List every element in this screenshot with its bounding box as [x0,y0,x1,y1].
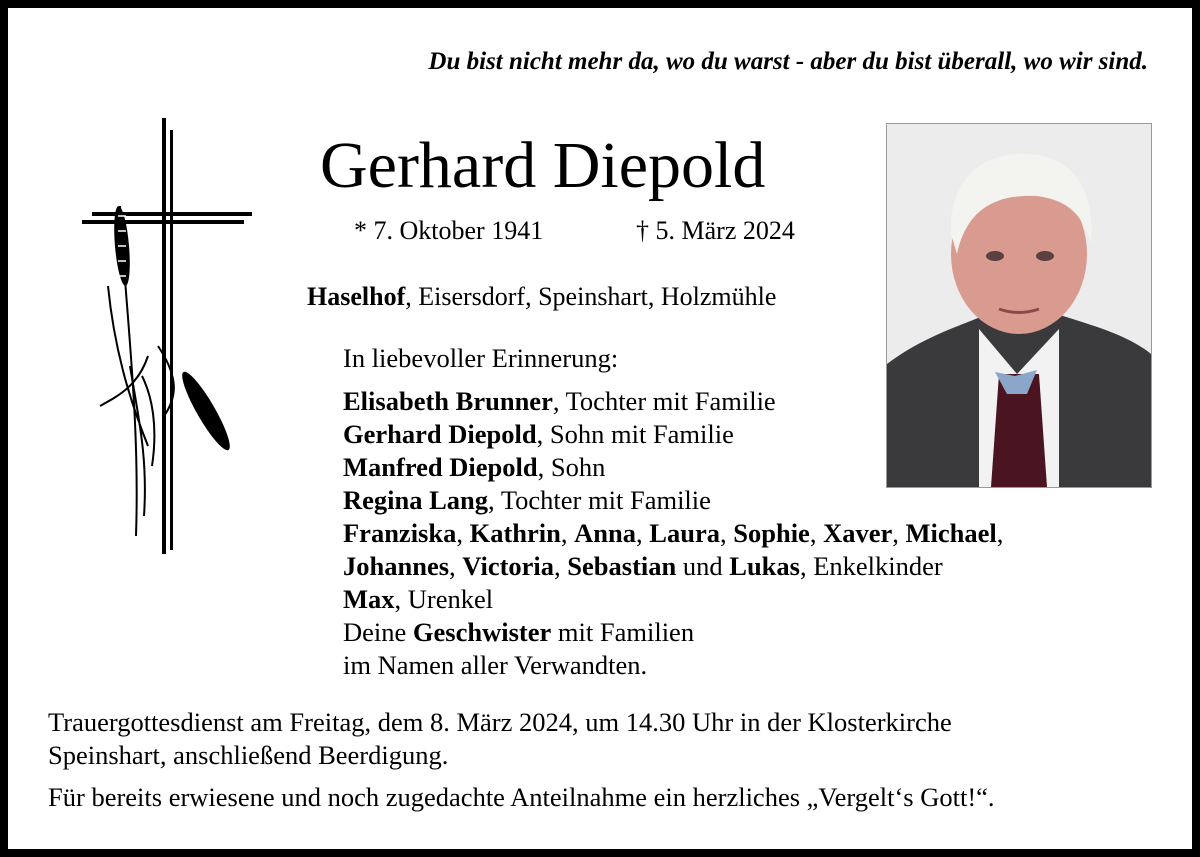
mourner-name: Xaver [823,518,893,548]
mourner-name: Lukas [729,551,800,581]
mourner-relation: Deine [343,617,413,647]
mourner-name: Johannes [343,551,450,581]
place-rest: , Eisersdorf, Speinshart, Holzmühle [405,282,777,311]
service-line-2: Speinshart, anschließend Beerdigung. [48,740,449,770]
mourner-relation: , Sohn [537,452,606,482]
mourner-line [343,484,1003,517]
mourner-relation: , Urenkel [394,584,494,614]
thanks-line: Für bereits erwiesene und noch zugedachte Anteilnahme ein herzliches „Vergelt‘s Gott!“. [48,782,995,812]
death-date: † 5. März 2024 [636,216,795,245]
mourner-relation: , Enkelkinder [799,551,943,581]
mourner-relation: im Namen aller Verwandten. [343,650,648,680]
mourner-name: Regina Lang [343,485,489,515]
place-main: Haselhof [307,282,406,311]
mourner-name: Sophie [733,518,810,548]
mourner-relation: , Sohn mit Familie [536,419,734,449]
mourner-name: Elisabeth Brunner [343,386,553,416]
portrait-photo [886,123,1152,488]
memorial-intro: In liebevoller Erinnerung: [343,343,619,373]
places-line [307,282,776,312]
mourner-line [343,583,1003,616]
mourner-relation: und [676,551,730,581]
memorial-quote: Du bist nicht mehr da, wo du warst - aber du bist überall, wo wir sind. [428,48,1148,75]
mourner-name: Franziska [343,518,457,548]
mourner-line [343,517,1003,550]
mourner-line [343,550,1003,583]
mourner-name: Sebastian [567,551,677,581]
birth-date: * 7. Oktober 1941 [354,216,544,245]
mourner-name: Victoria [462,551,555,581]
mourner-relation: , Tochter mit Familie [488,485,711,515]
mourner-relation: , [456,518,470,548]
mourner-name: Laura [649,518,720,548]
service-info [48,706,995,814]
cross-with-wheat-icon [78,116,254,556]
mourner-name: Kathrin [469,518,561,548]
mourner-line [343,649,1003,682]
mourner-relation: , [449,551,463,581]
mourner-relation: , [636,518,650,548]
mourner-relation: , [996,518,1004,548]
service-line-1: Trauergottesdienst am Freitag, dem 8. März 2024, um 14.30 Uhr in der Klosterkirche [48,707,952,737]
mourner-name: Michael [905,518,997,548]
mourner-relation: , [719,518,734,548]
mourner-line [343,616,1003,649]
mourner-relation: , Tochter mit Familie [552,386,776,416]
mourner-name: Max [343,584,395,614]
mourner-name: Anna [574,518,637,548]
mourner-relation: , [554,551,568,581]
mourner-relation: , [560,518,575,548]
mourner-relation: , [809,518,824,548]
deceased-name: Gerhard Diepold [320,129,766,202]
mourner-name: Gerhard Diepold [343,419,537,449]
mourner-relation: , [892,518,906,548]
mourner-name: Manfred Diepold [343,452,538,482]
mourner-name: Geschwister [412,617,552,647]
mourner-relation: mit Familien [551,617,695,647]
